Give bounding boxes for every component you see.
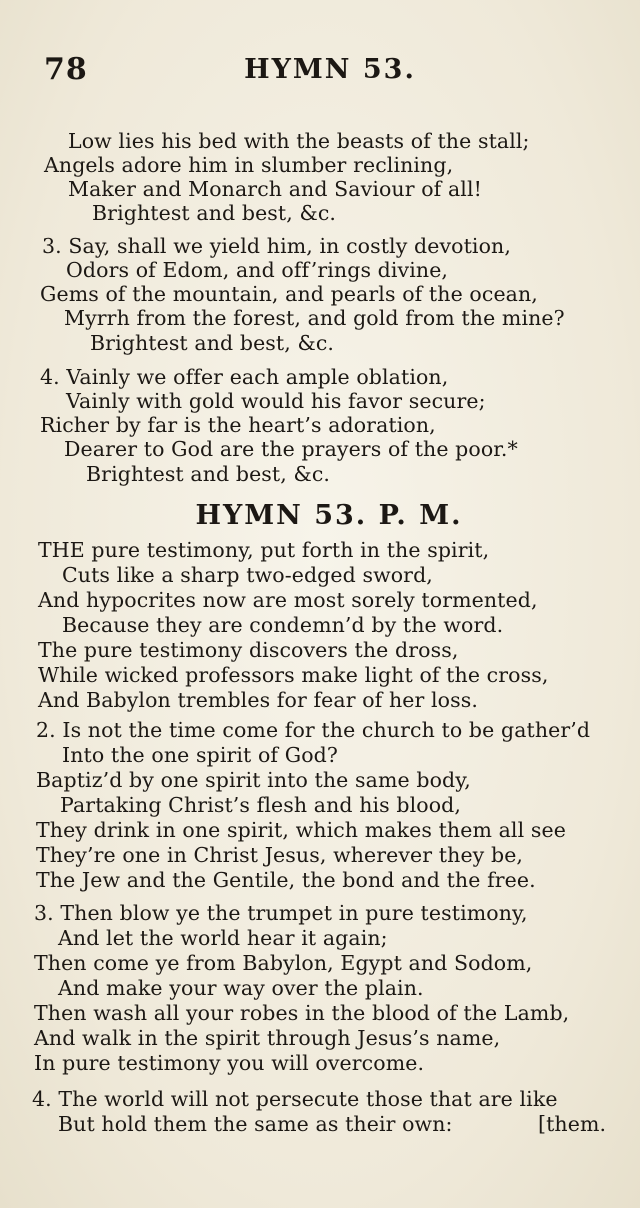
chorus-line: Brightest and best, &c. [92,201,337,225]
verse-line: Myrrh from the forest, and gold from the mine? [64,306,565,330]
page-number: 78 [44,52,88,87]
verse-line: Vainly with gold would his favor secure; [66,389,486,413]
chorus-line: Brightest and best, &c. [90,331,335,355]
verse-line: While wicked professors make light of the cross, [38,663,549,687]
verse-line: In pure testimony you will overcome. [34,1051,425,1075]
verse-line: Then wash all your robes in the blood of the Lamb, [34,1001,570,1025]
verse-line: And let the world hear it again; [58,926,388,950]
verse-line-runover: [them. [538,1112,607,1136]
verse-line: The pure testimony discovers the dross, [38,638,459,662]
hymn-title: HYMN 53. P. M. [195,500,463,531]
verse-line: 4. The world will not persecute those that are like [32,1087,558,1111]
verse-line: They drink in one spirit, which makes them all see [36,818,566,842]
verse-line: Maker and Monarch and Saviour of all! [68,177,482,201]
verse-line: 3. Then blow ye the trumpet in pure testimony, [34,901,528,925]
verse-line: The Jew and the Gentile, the bond and the free. [36,868,536,892]
verse-line: Angels adore him in slumber reclining, [44,153,454,177]
verse-line: But hold them the same as their own: [58,1112,453,1136]
verse-line: Baptiz’d by one spirit into the same body, [36,768,471,792]
verse-line: And hypocrites now are most sorely tormented, [38,588,538,612]
page-header [0,52,640,92]
verse-line: Then come ye from Babylon, Egypt and Sodom, [34,951,533,975]
verse-line: Dearer to God are the prayers of the poor.* [64,437,518,461]
chorus-line: Brightest and best, &c. [86,462,331,486]
verse-line: Cuts like a sharp two-edged sword, [62,563,433,587]
verse-line: Into the one spirit of God? [62,743,338,767]
verse-line: They’re one in Christ Jesus, wherever they be, [36,843,524,867]
verse-line: And walk in the spirit through Jesus’s name, [34,1026,501,1050]
verse-line: 4. Vainly we offer each ample oblation, [40,365,449,389]
verse-line: Partaking Christ’s flesh and his blood, [60,793,462,817]
verse-line: 3. Say, shall we yield him, in costly devotion, [42,234,511,258]
verse-line: And Babylon trembles for fear of her loss. [38,688,478,712]
verse-line: Gems of the mountain, and pearls of the ocean, [40,282,538,306]
verse-line: THE pure testimony, put forth in the spirit, [38,538,490,562]
verse-line: Low lies his bed with the beasts of the stall; [68,129,530,153]
verse-line: And make your way over the plain. [58,976,424,1000]
verse-line: 2. Is not the time come for the church to be gather’d [36,718,591,742]
verse-line: Because they are condemn’d by the word. [62,613,504,637]
running-title: HYMN 53. [244,54,416,85]
verse-line: Richer by far is the heart’s adoration, [40,413,436,437]
verse-line: Odors of Edom, and off’rings divine, [66,258,449,282]
